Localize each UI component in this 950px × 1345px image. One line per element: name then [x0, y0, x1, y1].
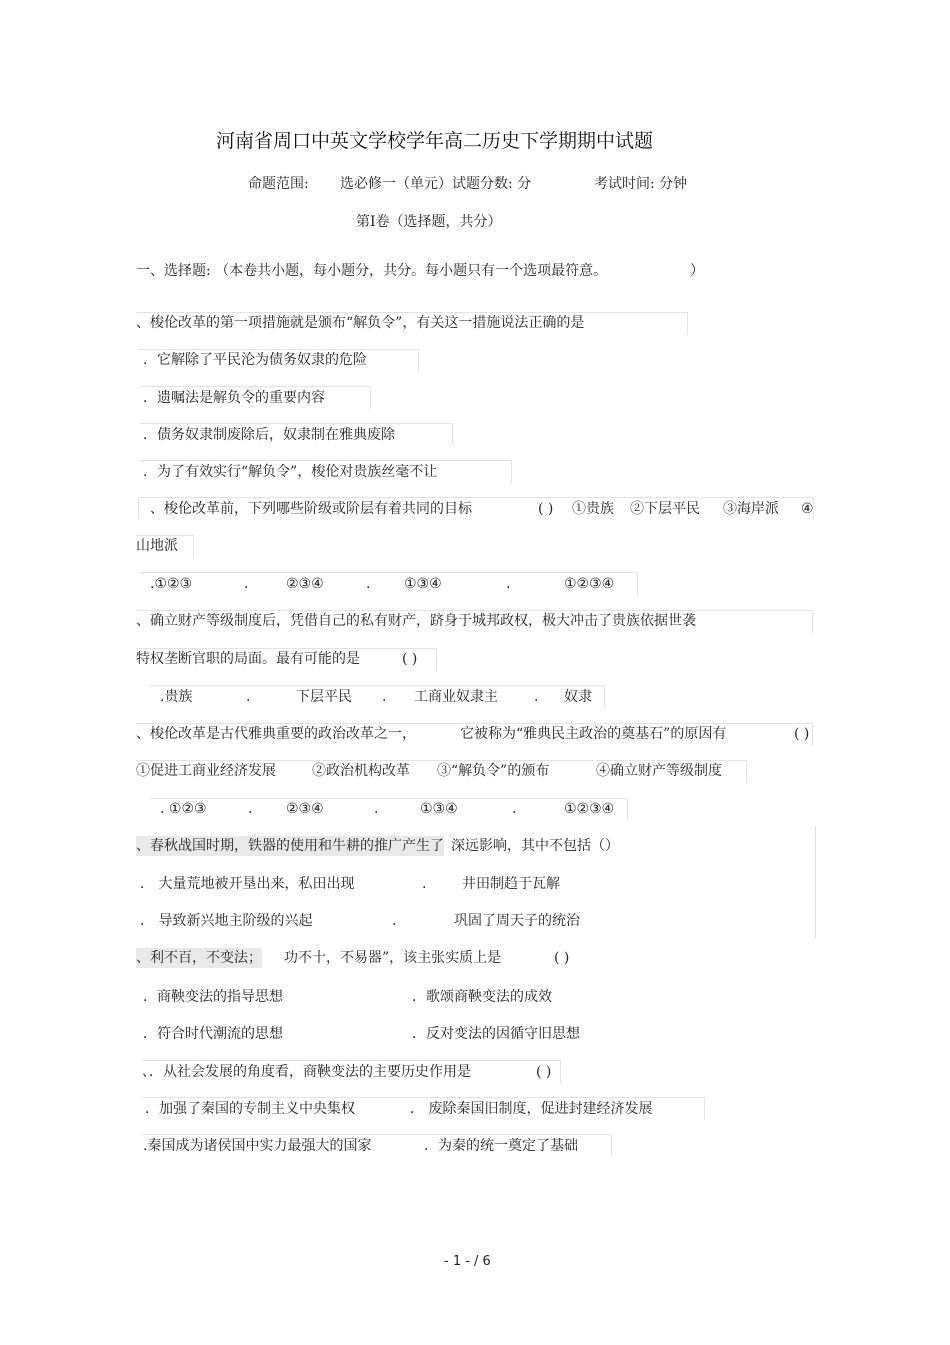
q2-opt4a: ④ — [801, 501, 814, 517]
q5-option-a: ． 大量荒地被开垦出来，私田出现 — [140, 876, 355, 892]
meta-course: 选必修一（单元）试题分数: 分 — [340, 176, 532, 192]
q7-paren: ( ) — [536, 1064, 552, 1080]
q4-option-c-dot: . — [374, 801, 379, 817]
q5-option-b: 井田制趋于瓦解 — [462, 876, 560, 892]
q3-option-c: 工商业奴隶主 — [414, 689, 498, 705]
q7-option-c: .秦国成为诸侯国中实力最强大的国家 — [143, 1138, 372, 1154]
q4-paren: ( ) — [794, 726, 810, 742]
q4-option-c: ①③④ — [420, 801, 458, 817]
q3-option-a: .贵族 — [160, 689, 193, 705]
q7-option-d: ．为秦的统一奠定了基础 — [424, 1138, 578, 1154]
q2-stem: 、梭伦改革前，下列哪些阶级或阶层有着共同的目标 — [150, 501, 472, 517]
q2-option-c: ①③④ — [404, 576, 442, 592]
q6-option-d: ．反对变法的因循守旧思想 — [412, 1026, 580, 1042]
q4-option-b: ②③④ — [286, 801, 324, 817]
section-heading-paren: ） — [690, 263, 704, 279]
q3-option-d-dot: . — [534, 689, 539, 705]
q4-statement-1: ①促进工商业经济发展 — [136, 763, 276, 779]
q7-option-b: ． 废除秦国旧制度，促进封建经济发展 — [410, 1101, 653, 1117]
q2-opt3: ③海岸派 — [723, 501, 779, 517]
page-title: 河南省周口中英文学校学年高二历史下学期期中试题 — [216, 130, 654, 152]
q4-options-box — [150, 798, 628, 821]
q2-opt1: ①贵族 — [572, 501, 614, 517]
q2-option-a: .①②③ — [150, 576, 193, 592]
q2-option-b-dot: . — [244, 576, 249, 592]
q3-option-b-dot: . — [246, 689, 251, 705]
q2-option-c-dot: . — [366, 576, 371, 592]
q4-statement-3: ③“解负令”的颁布 — [437, 763, 550, 779]
q3-option-c-dot: . — [382, 689, 387, 705]
q1-option-d: ．为了有效实行“解负令”，梭伦对贵族丝毫不让 — [143, 464, 438, 480]
q6-option-a: ．商鞅变法的指导思想 — [143, 989, 283, 1005]
q3-option-b: 下层平民 — [296, 689, 352, 705]
q1-option-c: ．债务奴隶制废除后，奴隶制在雅典废除 — [143, 427, 395, 443]
q4-option-d: ①②③④ — [564, 801, 615, 817]
page-number: - 1 - / 6 — [444, 1254, 491, 1269]
q4-stem-part1: 、梭伦改革是古代雅典重要的政治改革之一， — [136, 726, 416, 742]
q2-opt4b: 山地派 — [136, 538, 178, 554]
q4-option-a: . ①②③ — [160, 801, 207, 817]
q1-option-b: ．遗嘱法是解负令的重要内容 — [143, 390, 325, 406]
q5-option-b-dot: . — [422, 876, 427, 892]
q5-stem-highlight: 、春秋战国时期，铁器的使用和牛耕的推广产生了 — [136, 838, 444, 854]
q2-option-d-dot: . — [506, 576, 511, 592]
q4-statement-2: ②政治机构改革 — [312, 763, 410, 779]
q4-stem-part2: 它被称为“雅典民主政治的奠基石”的原因有 — [460, 726, 727, 742]
volume-heading: 第Ⅰ卷（选择题，共分） — [356, 214, 502, 230]
q7-stem: 、．从社会发展的角度看，商鞅变法的主要历史作用是 — [142, 1064, 471, 1080]
q6-option-c: ．符合时代潮流的思想 — [143, 1026, 283, 1042]
q5-option-c: ． 导致新兴地主阶级的兴起 — [140, 913, 313, 929]
q2-option-d: ①②③④ — [564, 576, 615, 592]
q3-stem-line2: 特权垄断官职的局面。最有可能的是 — [136, 651, 360, 667]
q2-paren: ( ) — [538, 501, 554, 517]
q5-option-d-dot: . — [392, 913, 397, 929]
q6-option-b: ．歌颂商鞅变法的成效 — [412, 989, 552, 1005]
section-heading: 一、选择题: （本卷共小题，每小题分，共分。每小题只有一个选项最符意。 — [136, 263, 608, 279]
meta-time: 考试时间: 分钟 — [594, 176, 688, 192]
q6-stem-rest: 功不十，不易器”，该主张实质上是 — [284, 950, 502, 966]
q5-option-d: 巩固了周天子的统治 — [454, 913, 580, 929]
q1-stem: 、梭伦改革的第一项措施就是颁布“解负令”，有关这一措施说法正确的是 — [136, 315, 585, 331]
q5-right-rule — [815, 826, 816, 938]
q7-option-a: ．加强了秦国的专制主义中央集权 — [145, 1101, 355, 1117]
q6-stem-highlight: 、利不百，不变法； — [136, 950, 262, 966]
q3-stem-line1: 、确立财产等级制度后，凭借自己的私有财产，跻身于城邦政权，极大冲击了贵族依据世袭 — [136, 613, 696, 629]
meta-scope: 命题范围: — [248, 176, 309, 192]
q3-option-d: 奴隶 — [564, 689, 592, 705]
q2-opt2: ②下层平民 — [630, 501, 700, 517]
q4-option-d-dot: . — [512, 801, 517, 817]
q4-statement-4: ④确立财产等级制度 — [596, 763, 722, 779]
q2-option-b: ②③④ — [286, 576, 324, 592]
q4-option-b-dot: . — [248, 801, 253, 817]
q3-paren: ( ) — [402, 651, 418, 667]
q1-option-a: ．它解除了平民沦为债务奴隶的危险 — [143, 352, 367, 368]
q5-stem-rest: 深远影响，其中不包括（） — [451, 838, 619, 854]
q6-paren: ( ) — [554, 950, 570, 966]
